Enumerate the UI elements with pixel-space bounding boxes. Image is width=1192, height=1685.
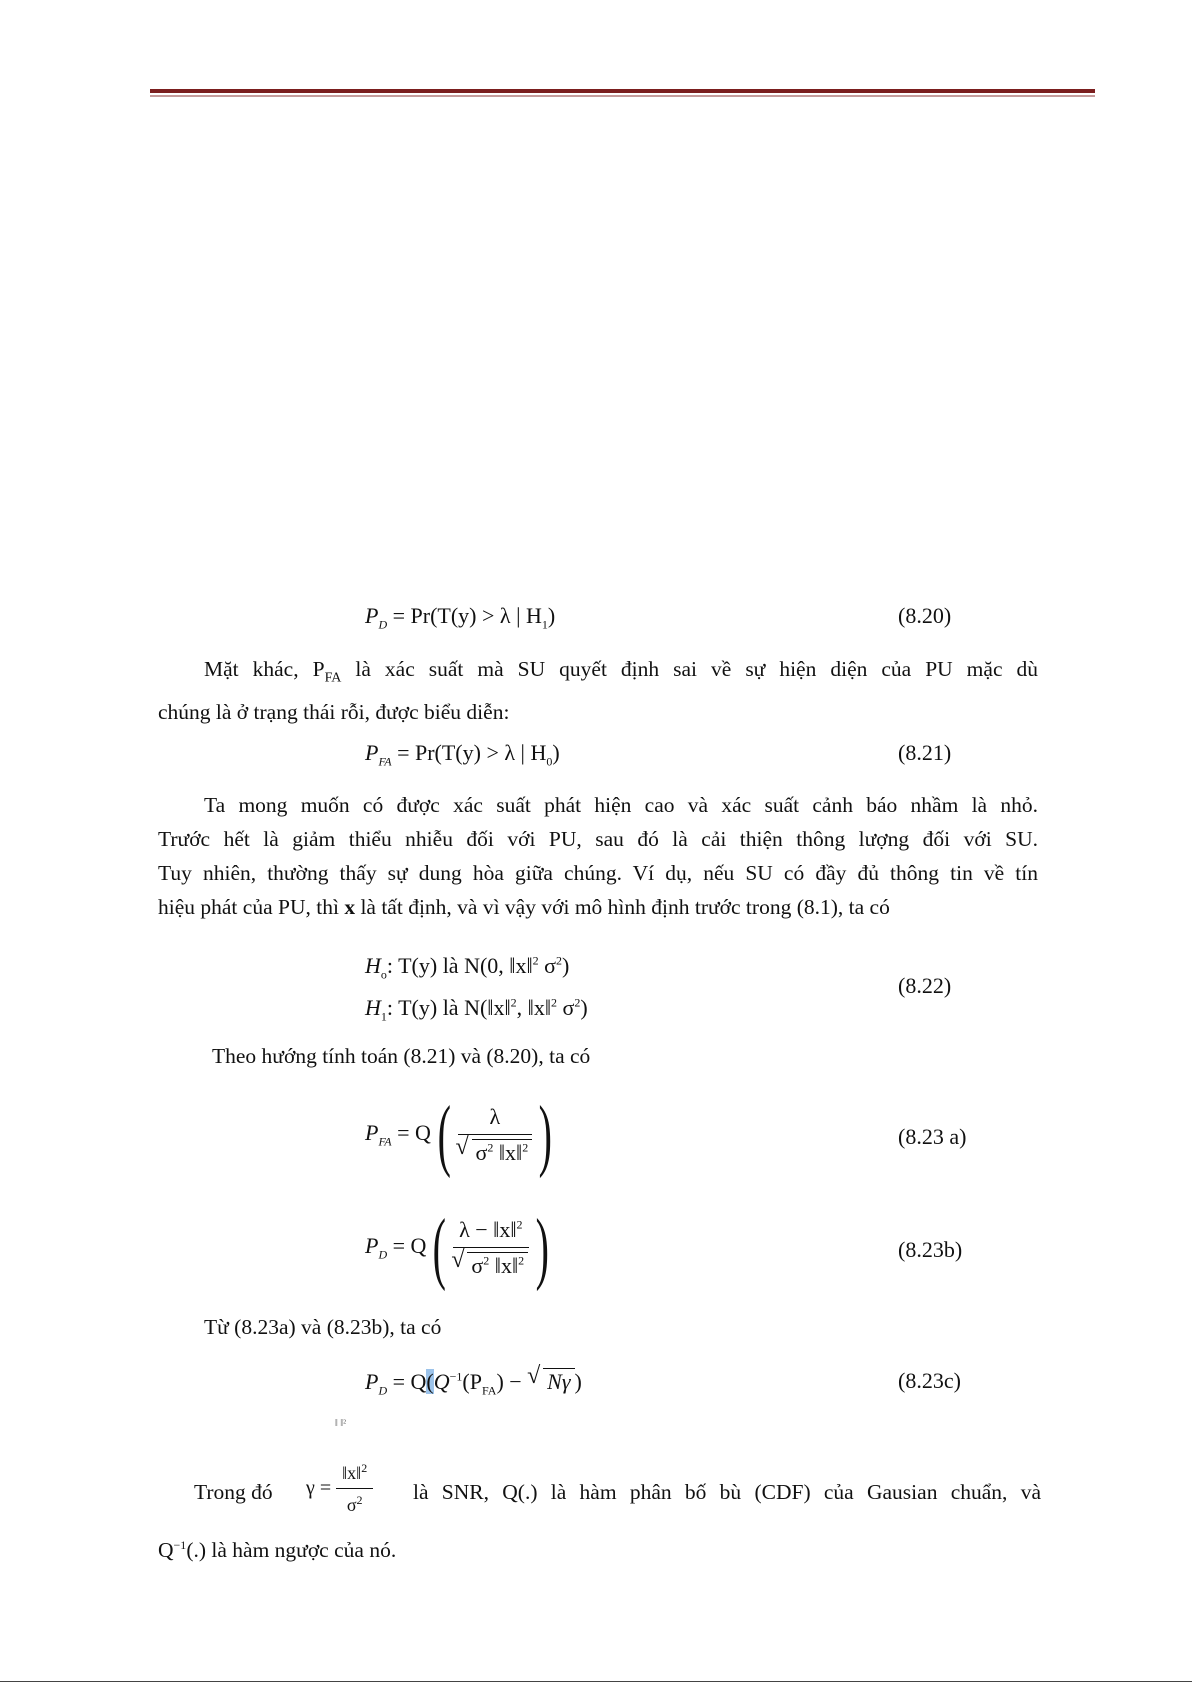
equation-8-23c: $P_D = Q(Q^{-1}(P_{FA})$ − √ Nγ ): [365, 1368, 582, 1398]
equation-number: (8.23c): [898, 1368, 961, 1393]
paragraph: là SNR, Q(.) là hàm phân bố bù (CDF) của Gausian chuẩn, và: [413, 1480, 1041, 1504]
paragraph: Ta mong muốn có được xác suất phát hiện cao và xác suất cảnh báo nhầm là nhỏ. Trước hết là giảm thiểu nhiễu đối với PU, sau đó là cải thiện thông lượng đối với SU. Tuy nhiên, thường thấy sự dung hòa giữa chúng. Ví dụ, nếu SU có đầy đủ thông tin về tín hiệu phát của PU, thì x là tất định, và vì vậy với mô hình định trước trong (8.1), ta có: [158, 793, 1038, 919]
equation-number: (8.23 a): [898, 1124, 967, 1149]
equation-number: (8.21): [898, 740, 952, 765]
equation-8-20: $P_D = Pr(T(y) > \lambda$ | $H_1$): [365, 603, 556, 632]
artifact-text: ‖ ‖²: [335, 1418, 347, 1429]
equation-8-22-line2: $H_1$: T(y) là N(‖x‖$^2$, ‖x‖$^2$ $\sigma^2$): [365, 995, 588, 1024]
header-rule-thin: [150, 95, 1095, 97]
equation-8-21: $P_{FA} = Pr(T(y) > \lambda$ | $H_0$): [365, 740, 560, 769]
equation-number: (8.20): [898, 603, 952, 628]
header-rule: [150, 89, 1095, 93]
gamma-definition: γ = $\frac{‖x‖^2}{\sigma^2}$: [306, 1461, 373, 1516]
equation-8-22-line1: $H_o$: T(y) là N(0, ‖x‖$^2$ $\sigma^2$): [365, 953, 570, 982]
paragraph: Trong đó: [194, 1480, 273, 1504]
equation-number: (8.23b): [898, 1237, 963, 1262]
footer-rule: [0, 1681, 1192, 1682]
equation-8-23b: $P_D = Q$( λ − ‖x‖$^2$ √ $\sigma^2$ ‖x‖$^2$ ): [365, 1208, 555, 1288]
equation-8-23a: $P_{FA} = Q$( λ √ $\sigma^2$ ‖x‖$^2$ ): [365, 1095, 559, 1175]
paragraph: Theo hướng tính toán (8.21) và (8.20), ta có: [212, 1044, 591, 1068]
paragraph: Từ (8.23a) và (8.23b), ta có: [204, 1315, 442, 1339]
equation-number: (8.22): [898, 973, 952, 998]
paragraph: $Q^{-1}(.)$ là hàm ngược của nó.: [158, 1538, 397, 1563]
paragraph: Mặt khác, $P_{FA}$ là xác suất mà SU quyết định sai về sự hiện diện của PU mặc dù chúng là ở trạng thái rỗi, được biểu diễn:: [158, 657, 1038, 725]
